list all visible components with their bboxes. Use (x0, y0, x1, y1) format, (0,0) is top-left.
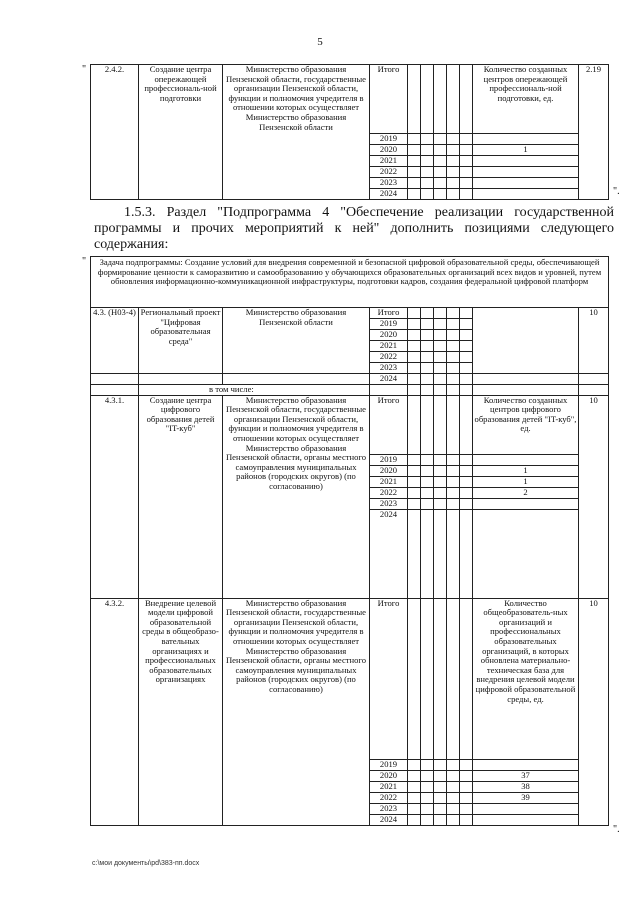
year-cell: 2022 (370, 487, 408, 498)
year-cell: 2023 (370, 803, 408, 814)
row-number: 4.3. (Н03-4) (91, 308, 139, 374)
row-number: 4.3.2. (91, 598, 139, 825)
value-cell (473, 803, 579, 814)
value-cell (473, 178, 579, 189)
indicator-code: 10 (579, 598, 609, 825)
executor: Министерство образования Пензенской области, государственные организации Пензенской области, функции и полномочия учредителя в отношении которых осуществляет Министерство образования Пензенской области, органы местного самоуправления муниципальных районов (городских округов) (по согласованию) (223, 598, 370, 825)
value-cell: 1 (473, 465, 579, 476)
value-cell (473, 509, 579, 598)
executor: Министерство образования Пензенской области, государственные организации Пензенской области, функции и полномочия учредителя в отношении которых осуществляет Министерство образования Пензенской области (223, 65, 370, 200)
value-cell: 1 (473, 145, 579, 156)
year-cell: 2022 (370, 352, 408, 363)
event-name: Создание центра цифрового образования детей "IT-куб" (139, 395, 223, 598)
year-cell: 2021 (370, 341, 408, 352)
event-name: Внедрение целевой модели цифровой образовательной среды в общеобразо-вательных организациях и профессиональных образовательных организациях (139, 598, 223, 825)
total-label: Итого (370, 308, 408, 319)
indicator: Количество созданных центров цифрового образования детей "IT-куб", ед. (473, 395, 579, 454)
top-table (90, 64, 609, 200)
indicator (473, 308, 579, 374)
year-cell: 2022 (370, 167, 408, 178)
event-name: Региональный проект "Цифровая образовательная среда" (139, 308, 223, 374)
year-cell: 2019 (370, 134, 408, 145)
year-cell: 2019 (370, 319, 408, 330)
task-header: Задача подпрограммы: Создание условий для внедрения современной и безопасной цифровой образовательной среды, обеспечивающей формирование ценности к саморазвитию и самообразованию у обучающихся образовательных организаций всех видов и уровней, путем обновления информационно-коммуникационной инфраструктуры, подготовки кадров, создания федеральной цифровой платформ (91, 257, 609, 308)
footer-file-path: c:\мои документы\рd\383-пп.docx (92, 860, 200, 867)
indicator-code: 2.19 (579, 65, 609, 200)
including-label: в том числе: (139, 385, 370, 396)
year-cell: 2024 (370, 374, 408, 385)
value-cell (473, 759, 579, 770)
value-cell (473, 454, 579, 465)
year-cell: 2022 (370, 792, 408, 803)
total-label: Итого (370, 65, 408, 134)
value-cell (473, 189, 579, 200)
value-cell (473, 814, 579, 825)
value-cell: 2 (473, 487, 579, 498)
year-cell: 2021 (370, 781, 408, 792)
year-cell: 2024 (370, 814, 408, 825)
page-number: 5 (317, 36, 323, 48)
quote-close-top: ". (613, 186, 620, 197)
section-paragraph: 1.5.3. Раздел "Подпрограмма 4 "Обеспечение реализации государственной программы и прочих мероприятий к ней" дополнить позициями следующего содержания: (94, 205, 614, 252)
indicator-code: 10 (579, 395, 609, 598)
year-cell: 2024 (370, 189, 408, 200)
year-cell: 2023 (370, 178, 408, 189)
year-cell: 2020 (370, 145, 408, 156)
quote-open-top: " (82, 64, 87, 75)
executor: Министерство образования Пензенской области (223, 308, 370, 374)
row-number: 4.3.1. (91, 395, 139, 598)
year-cell: 2020 (370, 330, 408, 341)
value-cell (473, 167, 579, 178)
value-cell: 1 (473, 476, 579, 487)
year-cell: 2021 (370, 156, 408, 167)
event-name: Создание центра опережающей профессиональ-ной подготовки (139, 65, 223, 200)
row-number: 2.4.2. (91, 65, 139, 200)
value-cell: 38 (473, 781, 579, 792)
value-cell: 37 (473, 770, 579, 781)
year-cell: 2019 (370, 759, 408, 770)
main-table (90, 256, 609, 826)
executor: Министерство образования Пензенской области, государственные организации Пензенской области, функции и полномочия учредителя в отношении которых осуществляет Министерство образования Пензенской области, органы местного самоуправления муниципальных районов (городских округов) (по согласованию) (223, 395, 370, 598)
year-cell: 2020 (370, 465, 408, 476)
total-label: Итого (370, 598, 408, 759)
year-cell: 2024 (370, 509, 408, 598)
value-cell: 39 (473, 792, 579, 803)
total-label: Итого (370, 395, 408, 454)
year-cell: 2023 (370, 498, 408, 509)
indicator: Количество созданных центров опережающей профессиональ-ной подготовки, ед. (473, 65, 579, 134)
year-cell: 2023 (370, 363, 408, 374)
year-cell: 2019 (370, 454, 408, 465)
indicator: Количество общеобразователь-ных организаций и профессиональных образовательных организаций, в которых обновлена материально-техническая база для внедрения целевой модели цифровой образовательной среды, ед. (473, 598, 579, 759)
quote-open-main: " (82, 256, 87, 267)
value-cell (473, 134, 579, 145)
indicator-code: 10 (579, 308, 609, 374)
quote-close-main: ". (613, 824, 620, 835)
year-cell: 2020 (370, 770, 408, 781)
year-cell: 2021 (370, 476, 408, 487)
value-cell (473, 498, 579, 509)
value-cell (473, 156, 579, 167)
